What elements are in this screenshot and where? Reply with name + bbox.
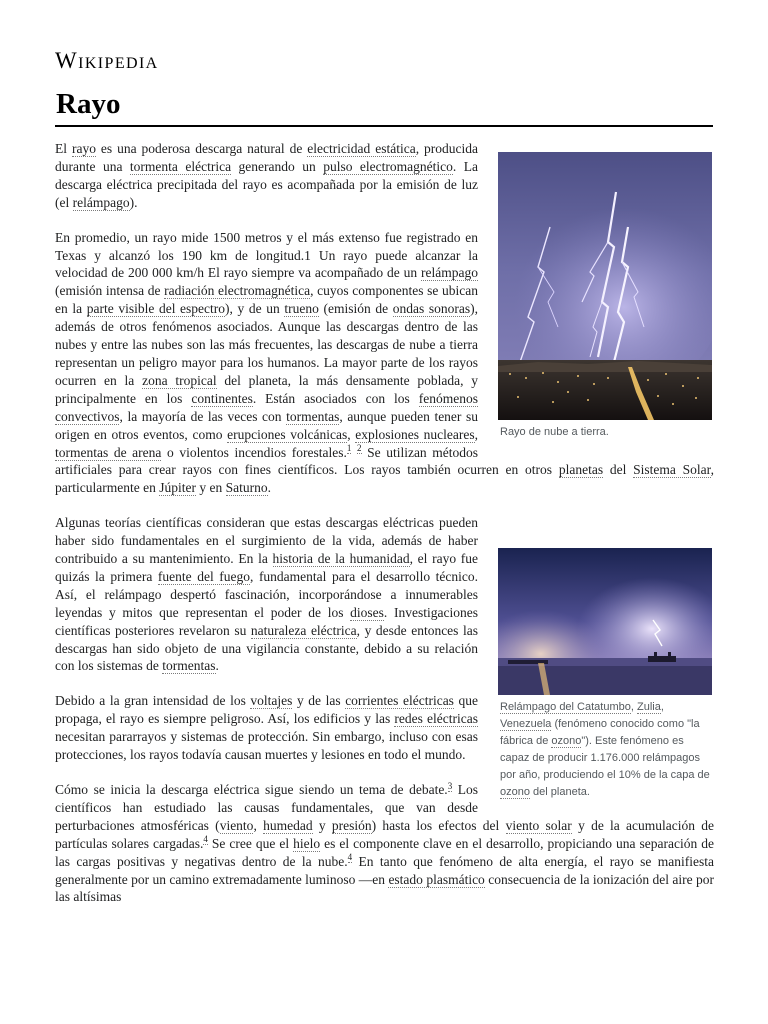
body-text: , particularmente en bbox=[55, 462, 714, 496]
body-text: , la mayoría de las veces con bbox=[119, 408, 287, 424]
body-text: . bbox=[267, 480, 271, 496]
wiki-link[interactable]: voltajes bbox=[250, 693, 293, 709]
body-text: consecuencia de la ionización del aire por las altísimas bbox=[55, 871, 714, 905]
caption-text: , bbox=[630, 701, 637, 714]
wiki-link[interactable]: tormenta eléctrica bbox=[129, 158, 232, 174]
reference-link[interactable]: 3 bbox=[447, 780, 453, 791]
reference-link[interactable]: 4 bbox=[203, 834, 208, 845]
body-text: , aunque pueden tener su origen en otros eventos, como bbox=[55, 408, 479, 442]
page-title: Rayo bbox=[56, 88, 121, 120]
figure-catatumbo[interactable] bbox=[498, 548, 714, 801]
wiki-link[interactable]: explosiones nucleares bbox=[355, 426, 475, 442]
body-text: En tanto que fenómeno de alta energía, el rayo se manifiesta generalmente por un camino extremadamente luminoso —en bbox=[55, 853, 714, 887]
body-text: , cuyos componentes se ubican en la bbox=[55, 283, 478, 317]
body-text: ) hasta los efectos del bbox=[371, 817, 506, 833]
body-text: y bbox=[312, 817, 332, 833]
body-text: y de las bbox=[292, 693, 346, 709]
figure-lightning-city[interactable] bbox=[498, 152, 714, 441]
wiki-link[interactable]: radiación electromagnética bbox=[164, 283, 311, 299]
wiki-link[interactable]: presión bbox=[331, 817, 372, 833]
body-text: generando un bbox=[231, 158, 324, 174]
body-text: Se utilizan métodos artificiales para crear rayos con fines científicos. Los rayos también ocurren en otros bbox=[55, 444, 559, 478]
body-text: . La descarga eléctrica precipitada del rayo es acompañada por la emisión de luz (el bbox=[55, 158, 478, 210]
body-text: (emisión intensa de bbox=[55, 283, 165, 299]
body-text: es una poderosa descarga natural de bbox=[95, 141, 308, 156]
body-text: ), y de un bbox=[225, 301, 285, 317]
body-text: , y desde entonces las descargas han sido objeto de una vigilancia constante, debido a su relación con los sistemas de bbox=[55, 622, 478, 674]
wiki-link[interactable]: tormentas bbox=[286, 408, 340, 424]
body-text: En promedio, un rayo mide 1500 metros y el más extenso fue registrado en Texas y alcanzó los 190 km de longitud.1 Un rayo puede alcanzar la velocidad de 200 000 km/h El rayo siempre va acompañado de un bbox=[55, 229, 478, 281]
wiki-link[interactable]: planetas bbox=[558, 462, 604, 478]
body-text: Debido a la gran intensidad de los bbox=[55, 693, 251, 709]
wiki-link[interactable]: parte visible del espectro bbox=[86, 301, 226, 317]
wiki-link[interactable]: historia de la humanidad bbox=[272, 551, 410, 567]
wikipedia-wordmark[interactable]: Wikipedia bbox=[55, 48, 159, 73]
caption-link-catatumbo[interactable]: Relámpago del Catatumbo bbox=[500, 701, 631, 714]
reference-link[interactable]: 2 bbox=[357, 443, 362, 453]
wiki-link[interactable]: humedad bbox=[263, 817, 313, 833]
body-text: Algunas teorías científicas consideran que estas descargas eléctricas pueden haber sido fundamentales en el surgimiento de la vida, además de haber contribuido a su mantenimiento. En la bbox=[55, 515, 478, 567]
wiki-link[interactable]: tormentas de arena bbox=[55, 444, 162, 460]
wiki-link[interactable]: ondas sonoras bbox=[392, 301, 471, 317]
figure-caption: Rayo de nube a tierra. bbox=[500, 426, 609, 438]
body-text: Los científicos han estudiado las causas fundamentales, que van desde perturbaciones atmosféricas ( bbox=[55, 782, 479, 833]
figure-caption bbox=[498, 699, 714, 801]
wiki-link[interactable]: corrientes eléctricas bbox=[345, 693, 454, 709]
caption-link-ozono[interactable]: ozono bbox=[551, 735, 582, 748]
wiki-link[interactable]: tormentas bbox=[162, 658, 216, 674]
body-text: , bbox=[474, 426, 478, 442]
body-text: Cómo se inicia la descarga eléctrica sigue siendo un tema de debate. bbox=[55, 782, 448, 797]
body-text: , bbox=[347, 426, 356, 442]
wiki-link[interactable]: rayo bbox=[71, 141, 96, 156]
body-text: necesitan pararrayos y sistemas de protección. Sin embargo, incluso con esas protecciones, los rayos todavía causan muertes y lesiones en todo el mundo. bbox=[55, 729, 478, 763]
wiki-link[interactable]: viento bbox=[219, 817, 254, 833]
body-text: , bbox=[253, 817, 264, 833]
wiki-link[interactable]: relámpago bbox=[421, 265, 478, 281]
body-text: . bbox=[215, 658, 219, 674]
body-text: y de la acumulación de partículas solares cargadas. bbox=[55, 817, 715, 851]
wiki-link[interactable]: dioses bbox=[350, 604, 384, 620]
wiki-link[interactable]: Sistema Solar bbox=[633, 462, 711, 478]
caption-link-ozono[interactable]: ozono bbox=[500, 786, 530, 799]
lightning-city-image[interactable] bbox=[498, 152, 712, 420]
wiki-link[interactable]: fuente del fuego bbox=[157, 568, 250, 584]
wiki-link[interactable]: viento solar bbox=[505, 817, 572, 833]
body-text: es el componente clave en el desarrollo, propiciando una separación de las cargas positivas y negativas dentro de la nube. bbox=[55, 835, 714, 869]
body-text: . Están asociados con los bbox=[252, 390, 419, 406]
wiki-link[interactable]: redes eléctricas bbox=[394, 711, 478, 727]
caption-text: "). Este fenómeno es capaz de producir 1.176.000 relámpagos por año, produciendo el 10% de la capa de bbox=[500, 735, 710, 782]
body-text: (emisión de bbox=[318, 301, 393, 317]
body-text: , fundamental para el desarrollo técnico. Así, el relámpago despertó fascinación, incorporándose a innumerables leyendas y mitos que representan el poder de los bbox=[55, 568, 478, 620]
body-text: , producida durante una bbox=[55, 141, 478, 174]
body-text: El bbox=[55, 141, 72, 156]
caption-text: del planeta. bbox=[529, 786, 590, 799]
wiki-link[interactable]: pulso electromagnético bbox=[323, 158, 453, 174]
title-divider bbox=[55, 125, 713, 127]
body-text: ), además de otros fenómenos asociados. Aunque las descargas dentro de las nubes y entre las nubes son las más frecuentes, las descargas de nube a tierra representan un peligro mayor para los humanos. La mayor parte de los rayos ocurren en la bbox=[55, 301, 478, 388]
caption-link-zulia[interactable]: Zulia bbox=[636, 701, 661, 714]
wiki-link[interactable]: fenómenos convectivos bbox=[55, 390, 478, 424]
body-text: , el rayo fue quizás la primera bbox=[55, 551, 479, 584]
wiki-link[interactable]: relámpago bbox=[72, 194, 130, 210]
wiki-link[interactable]: electricidad estática bbox=[307, 141, 416, 156]
caption-text: , bbox=[660, 701, 664, 714]
wiki-link[interactable]: estado plasmático bbox=[388, 871, 485, 887]
wiki-link[interactable]: hielo bbox=[293, 835, 321, 851]
body-text: ). bbox=[129, 194, 138, 210]
body-text: o violentos incendios forestales. bbox=[161, 444, 347, 460]
caption-link-venezuela[interactable]: Venezuela bbox=[500, 718, 552, 731]
catatumbo-image[interactable] bbox=[498, 548, 712, 695]
body-text: que propaga, el rayo es siempre peligroso. Así, los edificios y las bbox=[55, 693, 478, 727]
caption-text: (fenómeno conocido como "la fábrica de bbox=[500, 718, 700, 748]
wiki-link[interactable]: Saturno bbox=[225, 480, 268, 496]
wiki-link[interactable]: continentes bbox=[191, 390, 253, 406]
body-text: Se cree que el bbox=[207, 835, 294, 851]
body-text: del planeta, la más densamente poblada, y principalmente en los bbox=[55, 372, 479, 406]
body-text: . Investigaciones científicas posteriores revelaron su bbox=[55, 604, 478, 638]
body-text: y en bbox=[195, 480, 226, 496]
article-body bbox=[55, 140, 714, 923]
reference-link[interactable]: 1 bbox=[346, 443, 352, 453]
wiki-link[interactable]: zona tropical bbox=[142, 372, 217, 388]
wiki-link[interactable]: naturaleza eléctrica bbox=[250, 622, 357, 638]
wiki-link[interactable]: trueno bbox=[284, 301, 319, 317]
wiki-link[interactable]: Júpiter bbox=[159, 480, 196, 496]
body-text: del bbox=[603, 462, 634, 478]
wiki-link[interactable]: erupciones volcánicas bbox=[227, 426, 348, 442]
reference-link[interactable]: 4 bbox=[347, 852, 353, 863]
